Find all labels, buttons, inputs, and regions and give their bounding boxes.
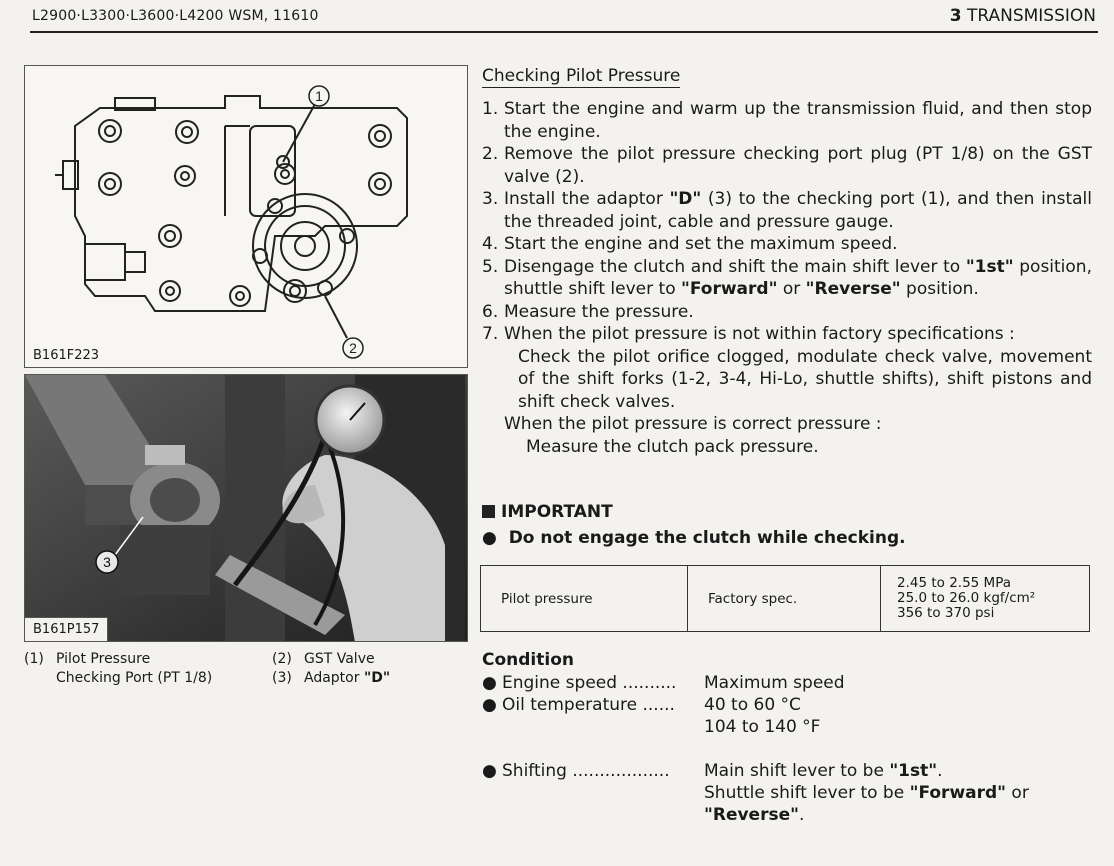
figure2-code: B161P157 <box>25 617 108 641</box>
shift-shuttle <box>704 782 1092 804</box>
step-6-text: Measure the pressure. <box>504 301 694 322</box>
shift-main <box>704 760 1092 782</box>
step-5-number: 5. <box>482 256 499 277</box>
important-heading <box>482 502 613 522</box>
step-4 <box>482 233 1092 256</box>
oil-value-f: 104 to 140 °F <box>704 717 821 737</box>
pressure-gauge-photo <box>24 374 468 642</box>
shift-main-dot: . <box>937 761 943 781</box>
valve-drawing <box>25 66 469 369</box>
step-1-number: 1. <box>482 99 499 119</box>
section-header <box>950 6 1096 26</box>
shift-shuttle-reverse-line <box>704 804 1092 826</box>
shift-label: Shifting .................. <box>502 761 670 781</box>
shift-shuttle-reverse: "Reverse" <box>704 805 799 825</box>
shift-shuttle-dot: . <box>798 805 805 825</box>
important-note <box>482 528 906 548</box>
condition-title: Condition <box>482 650 574 670</box>
step-7-check: Check the pilot orifice clogged, modulate check valve, movement of the shift forks (1-2, 3-4, Hi-Lo, shuttle shifts), shift pistons and shift check valves. <box>518 346 1092 412</box>
legend-2-text: GST Valve <box>304 651 375 667</box>
bullet-icon: ● <box>482 528 497 548</box>
step-5-a: Disengage the clutch and shift the main shift lever to <box>504 256 966 277</box>
legend-1-line1: Pilot Pressure <box>56 651 151 667</box>
oil-label: Oil temperature ...... <box>502 695 675 715</box>
spec-item: Pilot pressure <box>481 566 688 632</box>
shift-shuttle-or: or <box>1006 783 1029 803</box>
condition-row-speed <box>482 672 1092 694</box>
oil-value-c: 40 to 60 °C <box>704 695 801 715</box>
step-6-number: 6. <box>482 301 499 322</box>
spec-value-kgf: 25.0 to 26.0 kgf/cm² <box>897 590 1036 606</box>
spec-row <box>481 566 1090 632</box>
important-text: Do not engage the clutch while checking. <box>508 528 906 548</box>
shift-main-text: Main shift lever to be <box>704 761 890 781</box>
legend-3-num: (3) <box>272 670 292 686</box>
step-7-number: 7. <box>482 324 499 344</box>
step-5-forward: "Forward" <box>681 279 778 299</box>
bullet-icon: ● <box>482 695 497 715</box>
step-5-or: or <box>777 279 806 299</box>
speed-label: Engine speed .......... <box>502 673 677 693</box>
step-2 <box>482 143 1092 188</box>
callout-1-label: 1 <box>315 88 323 104</box>
step-4-text: Start the engine and set the maximum speed. <box>504 234 898 254</box>
step-3-c: (3) to the checking port (1), and then install the threaded joint, cable and pressure gauge. <box>504 189 1092 232</box>
spec-value-mpa: 2.45 to 2.55 MPa <box>897 575 1011 591</box>
step-5-g: position. <box>900 279 979 299</box>
gst-valve-diagram <box>24 65 468 368</box>
section-title: Checking Pilot Pressure <box>482 66 681 86</box>
step-7-measure: Measure the clutch pack pressure. <box>526 436 819 457</box>
spec-value-psi: 356 to 370 psi <box>897 605 995 621</box>
step-2-text: Remove the pilot pressure checking port plug (PT 1/8) on the GST valve (2). <box>504 144 1092 187</box>
condition-row-shift <box>482 760 1092 826</box>
legend-3-prefix: Adaptor <box>304 670 364 686</box>
step-4-number: 4. <box>482 234 499 254</box>
condition-row-oil <box>482 694 1092 738</box>
important-square-icon <box>482 505 495 518</box>
step-3-a: Install the adaptor <box>504 189 670 209</box>
shift-shuttle-text: Shuttle shift lever to be <box>704 783 910 803</box>
step-6 <box>482 301 1092 324</box>
shift-shuttle-forward: "Forward" <box>909 783 1007 803</box>
legend-items-2-3 <box>272 650 390 688</box>
manual-model-line: L2900·L3300·L3600·L4200 WSM, 11610 <box>32 8 319 24</box>
step-5-reverse: "Reverse" <box>805 279 901 299</box>
step-5 <box>482 256 1092 301</box>
step-1-text: Start the engine and warm up the transmission fluid, and then stop the engine. <box>504 99 1092 142</box>
legend-1-line2: Checking Port (PT 1/8) <box>56 670 213 686</box>
figure1-code: B161F223 <box>33 348 100 363</box>
step-7-text: When the pilot pressure is not within factory specifications : <box>504 324 1015 344</box>
step-3-text <box>504 188 1092 233</box>
legend-item-1 <box>24 650 212 688</box>
callout-3-label: 3 <box>103 554 111 570</box>
speed-value: Maximum speed <box>704 673 845 693</box>
condition-list <box>482 672 1092 826</box>
callout-2-label: 2 <box>349 340 357 356</box>
bullet-icon: ● <box>482 761 497 781</box>
spec-values <box>881 566 1090 632</box>
bullet-icon: ● <box>482 673 497 693</box>
shift-main-1st: "1st" <box>889 761 938 781</box>
important-label: IMPORTANT <box>501 502 613 522</box>
step-2-number: 2. <box>482 144 499 164</box>
step-7 <box>482 323 1092 346</box>
step-1 <box>482 98 1092 143</box>
step-7-when-correct: When the pilot pressure is correct pressure : <box>504 414 882 434</box>
section-name: TRANSMISSION <box>966 6 1096 26</box>
section-number: 3 <box>949 6 962 26</box>
procedure-steps <box>482 98 1092 458</box>
legend-1-num: (1) <box>24 651 44 667</box>
step-5-c: position, shuttle shift lever to <box>504 256 1092 299</box>
step-3-adaptor: "D" <box>669 189 702 209</box>
step-3-number: 3. <box>482 189 499 209</box>
step-5-1st: "1st" <box>965 256 1014 277</box>
legend-3-bold: "D" <box>363 670 391 686</box>
spec-table <box>480 565 1090 632</box>
spec-kind: Factory spec. <box>688 566 881 632</box>
photo-drawing <box>25 375 468 642</box>
header-rule <box>30 31 1098 33</box>
step-3 <box>482 188 1092 233</box>
legend-2-num: (2) <box>272 651 292 667</box>
step-5-text <box>504 256 1092 301</box>
